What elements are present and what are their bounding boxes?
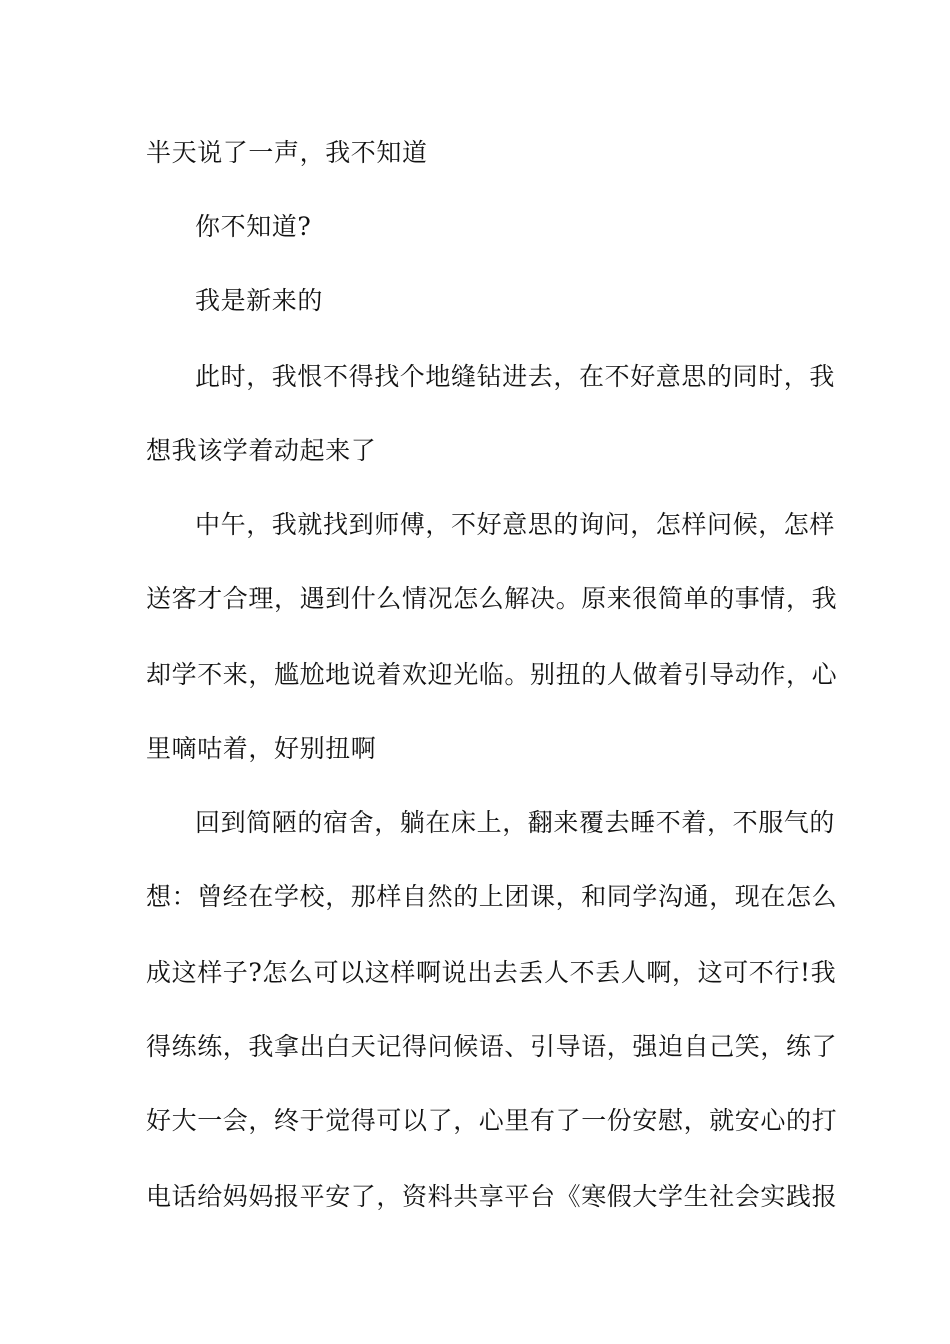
text-line: 成这样子?怎么可以这样啊说出去丢人不丢人啊，这可不行!我 xyxy=(146,958,837,987)
paragraph-start-line: 我是新来的 xyxy=(195,286,324,315)
paragraph-start-line: 你不知道? xyxy=(195,212,312,241)
text-line: 却学不来，尴尬地说着欢迎光临。别扭的人做着引导动作，心 xyxy=(146,660,838,689)
text-line: 电话给妈妈报平安了，资料共享平台《寒假大学生社会实践报 xyxy=(146,1182,838,1211)
paragraph-start-line: 中午，我就找到师傅，不好意思的询问，怎样问候，怎样 xyxy=(195,510,836,539)
paragraph-start-line: 此时，我恨不得找个地缝钻进去，在不好意思的同时，我 xyxy=(195,362,836,391)
text-line: 半天说了一声，我不知道 xyxy=(146,138,428,167)
text-line: 想：曾经在学校，那样自然的上团课，和同学沟通，现在怎么 xyxy=(146,882,838,911)
text-line: 得练练，我拿出白天记得问候语、引导语，强迫自己笑，练了 xyxy=(146,1032,838,1061)
text-line: 里嘀咕着，好别扭啊 xyxy=(146,734,377,763)
text-line: 好大一会，终于觉得可以了，心里有了一份安慰，就安心的打 xyxy=(146,1106,838,1135)
paragraph-start-line: 回到简陋的宿舍，躺在床上，翻来覆去睡不着，不服气的 xyxy=(195,808,836,837)
text-line: 想我该学着动起来了 xyxy=(146,436,377,465)
text-line: 送客才合理，遇到什么情况怎么解决。原来很简单的事情，我 xyxy=(146,584,838,613)
